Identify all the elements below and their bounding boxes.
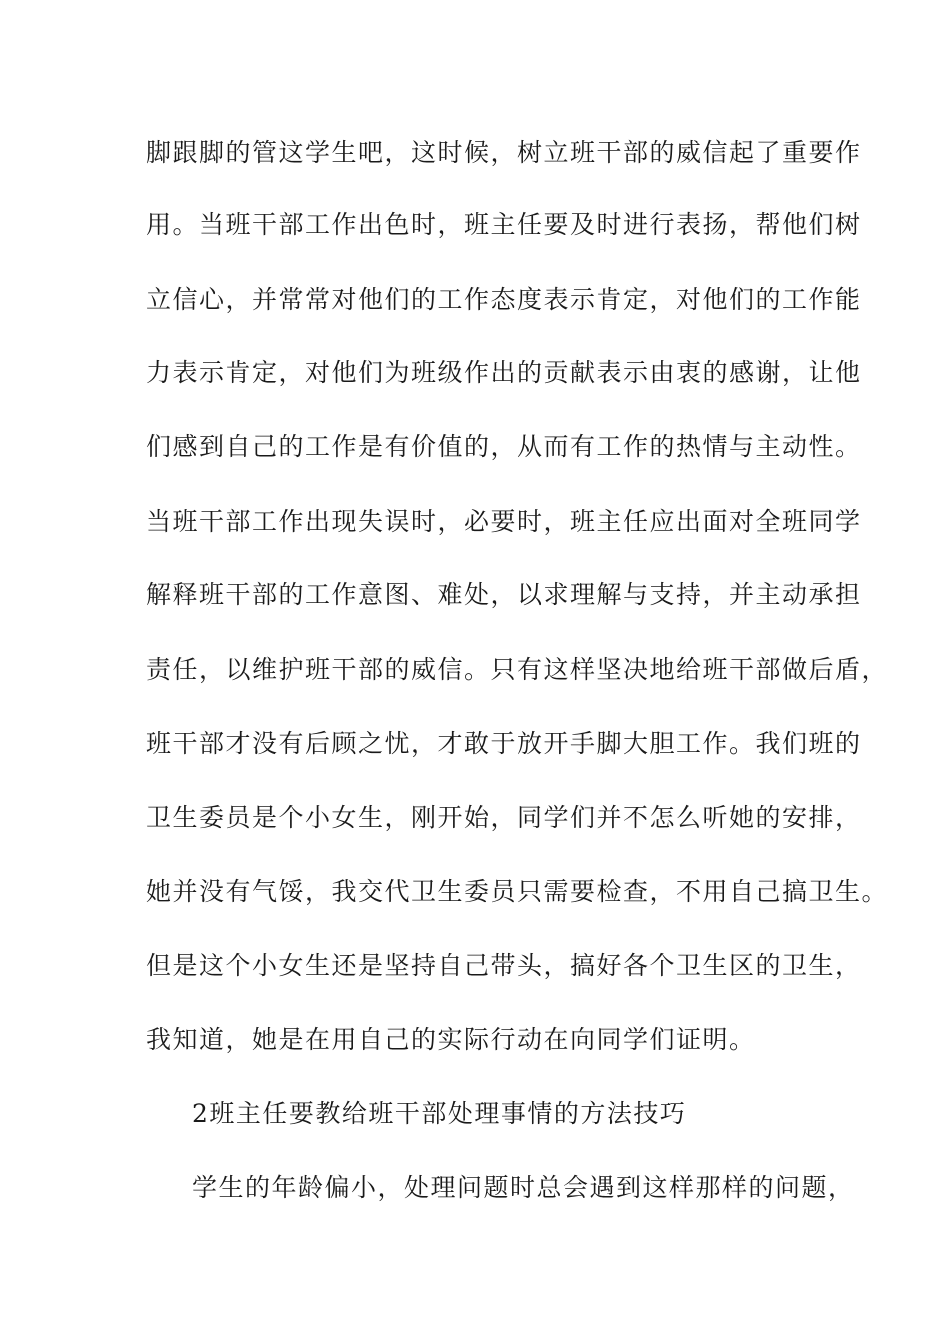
body-text-line: 卫生委员是个小女生，刚开始，同学们并不怎么听她的安排，	[146, 803, 862, 832]
body-text-line: 我知道，她是在用自己的实际行动在向同学们证明。	[146, 1025, 756, 1054]
body-text-line: 解释班干部的工作意图、难处，以求理解与支持，并主动承担	[146, 580, 862, 609]
body-text-line: 立信心，并常常对他们的工作态度表示肯定，对他们的工作能	[146, 285, 862, 314]
body-text-line: 但是这个小女生还是坚持自己带头，搞好各个卫生区的卫生，	[146, 951, 862, 980]
body-text-line: 当班干部工作出现失误时，必要时，班主任应出面对全班同学	[146, 507, 862, 536]
body-text-line: 用。当班干部工作出色时，班主任要及时进行表扬，帮他们树	[146, 210, 862, 239]
body-text-line: 力表示肯定，对他们为班级作出的贡献表示由衷的感谢，让他	[146, 358, 862, 387]
body-text-line: 脚跟脚的管这学生吧，这时候，树立班干部的威信起了重要作	[146, 138, 862, 167]
body-text-line: 她并没有气馁，我交代卫生委员只需要检查，不用自己搞卫生。	[146, 877, 889, 906]
body-text-line: 们感到自己的工作是有价值的，从而有工作的热情与主动性。	[146, 432, 862, 461]
paragraph-start-line: 学生的年龄偏小，处理问题时总会遇到这样那样的问题，	[192, 1173, 855, 1202]
section-heading: 2班主任要教给班干部处理事情的方法技巧	[192, 1099, 687, 1128]
body-text-line: 责任，以维护班干部的威信。只有这样坚决地给班干部做后盾，	[146, 655, 889, 684]
body-text-line: 班干部才没有后顾之忧，才敢于放开手脚大胆工作。我们班的	[146, 729, 862, 758]
